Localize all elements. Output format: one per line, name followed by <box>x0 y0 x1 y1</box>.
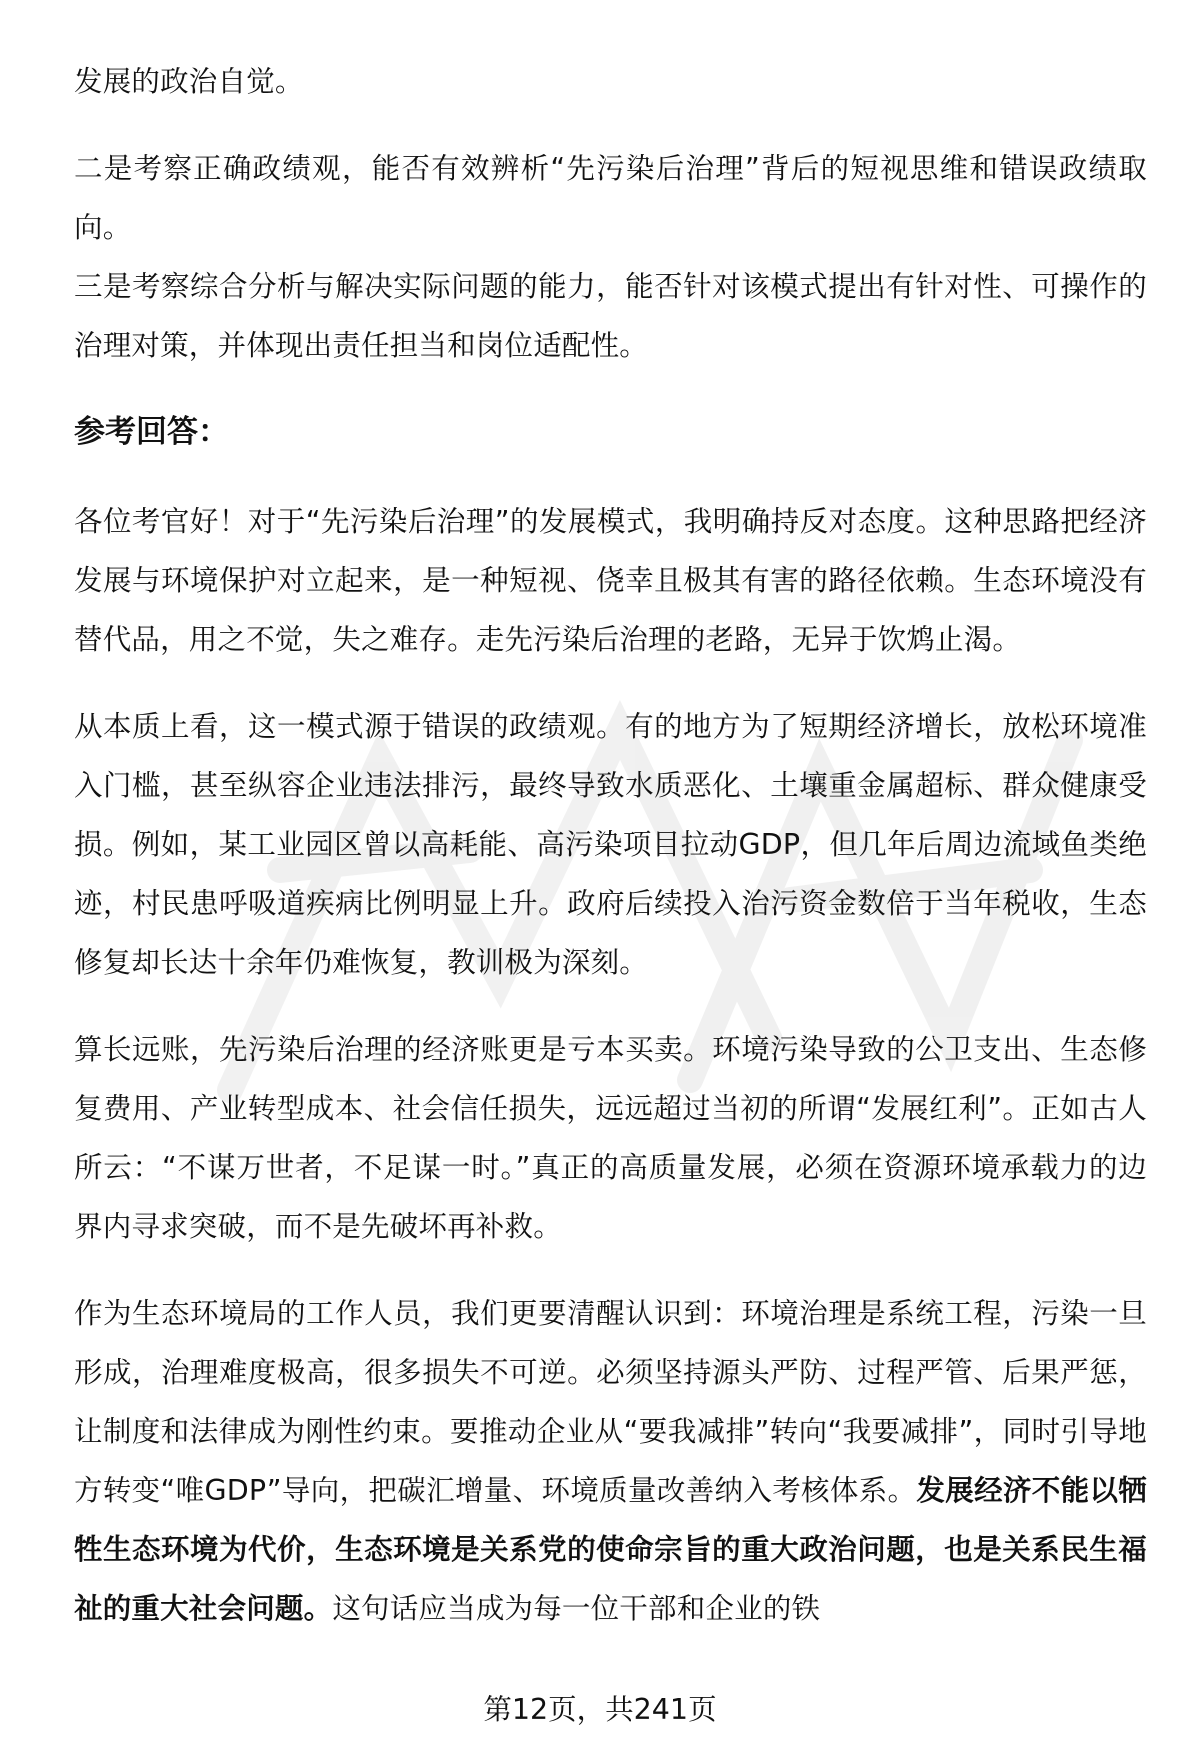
page-footer: 第12页，共241页 <box>483 1693 717 1726</box>
answer-paragraph-4 <box>74 1284 1147 1638</box>
answer-paragraph-4-bold: 发展经济不能以牺牲生态环境为代价，生态环境是关系党的使命宗旨的重大政治问题，也是关系民生福祉的重大社会问题。 <box>74 1474 1147 1625</box>
section-heading: 参考回答： <box>74 414 229 450</box>
document-page <box>74 52 1147 1638</box>
answer-paragraph-2: 从本质上看，这一模式源于错误的政绩观。有的地方为了短期经济增长，放松环境准入门槛，甚至纵容企业违法排污，最终导致水质恶化、土壤重金属超标、群众健康受损。例如，某工业园区曾以高耗能、高污染项目拉动GDP，但几年后周边流域鱼类绝迹，村民患呼吸道疾病比例明显上升。政府后续投入治污资金数倍于当年税收，生态修复却长达十余年仍难恢复，教训极为深刻。 <box>74 710 1147 979</box>
paragraph-3: 三是考察综合分析与解决实际问题的能力，能否针对该模式提出有针对性、可操作的治理对策，并体现出责任担当和岗位适配性。 <box>74 270 1147 362</box>
answer-paragraph-4-tail: 这句话应当成为每一位干部和企业的铁 <box>332 1592 821 1625</box>
paragraph-1: 发展的政治自觉。 <box>74 65 304 98</box>
answer-paragraph-1: 各位考官好！对于“先污染后治理”的发展模式，我明确持反对态度。这种思路把经济发展与环境保护对立起来，是一种短视、侥幸且极其有害的路径依赖。生态环境没有替代品，用之不觉，失之难存。走先污染后治理的老路，无异于饮鸩止渴。 <box>74 505 1147 656</box>
answer-paragraph-4-text: 作为生态环境局的工作人员，我们更要清醒认识到：环境治理是系统工程，污染一旦形成，治理难度极高，很多损失不可逆。必须坚持源头严防、过程严管、后果严惩，让制度和法律成为刚性约束。要推动企业从“要我减排”转向“我要减排”，同时引导地方转变“唯GDP”导向，把碳汇增量、环境质量改善纳入考核体系。 <box>74 1297 1147 1507</box>
paragraph-2: 二是考察正确政绩观，能否有效辨析“先污染后治理”背后的短视思维和错误政绩取向。 <box>74 152 1147 244</box>
answer-paragraph-3: 算长远账，先污染后治理的经济账更是亏本买卖。环境污染导致的公卫支出、生态修复费用、产业转型成本、社会信任损失，远远超过当初的所谓“发展红利”。正如古人所云：“不谋万世者，不足谋一时。”真正的高质量发展，必须在资源环境承载力的边界内寻求突破，而不是先破坏再补救。 <box>74 1033 1147 1243</box>
